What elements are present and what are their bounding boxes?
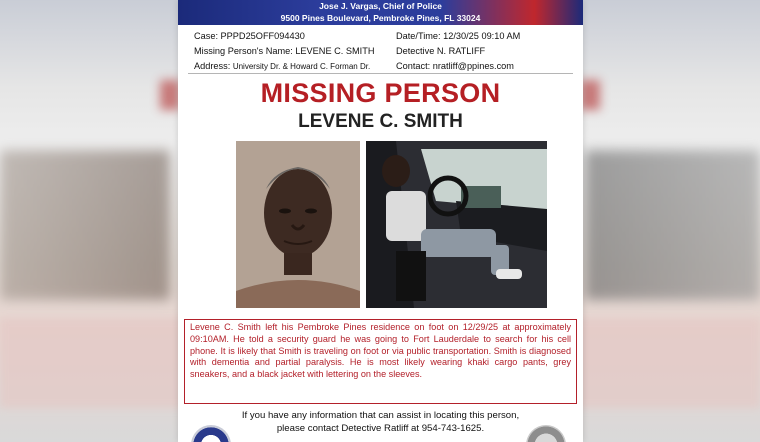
blurred-background-photo-right — [585, 150, 760, 300]
address-label: Address: — [194, 60, 231, 71]
case-info-row-2 — [194, 43, 579, 58]
description-text: Levene C. Smith left his Pembroke Pines residence on foot on 12/29/25 at approximately 09:10AM. He told a security guard he was going to Fort Lauderdale to search for his cell phone. It is likely that Smith is traveling on foot or via public transportation. Smith is diagnosed with dementia and partial paralysis. He is most likely wearing khaki cargo pants, grey sneakers, and a black jacket with lettering on the sleeves. — [190, 322, 571, 380]
footer-line-2: please contact Detective Ratliff at 954-743-1625. — [276, 422, 485, 434]
case-info-block — [194, 28, 579, 73]
footer-line-1: If you have any information that can assist in locating this person, — [241, 410, 520, 421]
chief-of-police-line: Jose J. Vargas, Chief of Police — [319, 1, 442, 11]
description-box — [184, 319, 577, 404]
police-header-banner — [178, 0, 583, 25]
missing-person-name: Missing Person's Name: LEVENE C. SMITH — [194, 45, 375, 56]
case-info-row-1 — [194, 28, 579, 43]
date-time: Date/Time: 12/30/25 09:10 AM — [396, 30, 521, 41]
police-address-line: 9500 Pines Boulevard, Pembroke Pines, FL 33024 — [280, 13, 481, 23]
car-photo-drawing — [366, 141, 547, 308]
case-number: Case: PPPD25OFF094430 — [194, 30, 305, 41]
detective-name: Detective N. RATLIFF — [396, 45, 486, 56]
address-value: University Dr. & Howard C. Forman Dr. — [232, 61, 371, 71]
missing-person-heading: MISSING PERSON — [260, 78, 501, 108]
portrait-photo-drawing — [236, 141, 360, 308]
blurred-background-photo-left — [0, 150, 170, 300]
contact-email: Contact: nratliff@ppines.com — [396, 60, 514, 71]
contact-footer — [178, 410, 583, 435]
address — [194, 61, 396, 71]
blurred-background-accent-left — [160, 80, 180, 110]
blurred-background-accent-right — [580, 80, 600, 110]
person-name-heading: LEVENE C. SMITH — [298, 111, 463, 132]
case-info-row-3 — [194, 58, 579, 73]
car-photo — [366, 141, 547, 308]
missing-person-flyer — [178, 0, 583, 442]
divider — [188, 73, 573, 74]
portrait-photo — [236, 141, 360, 308]
